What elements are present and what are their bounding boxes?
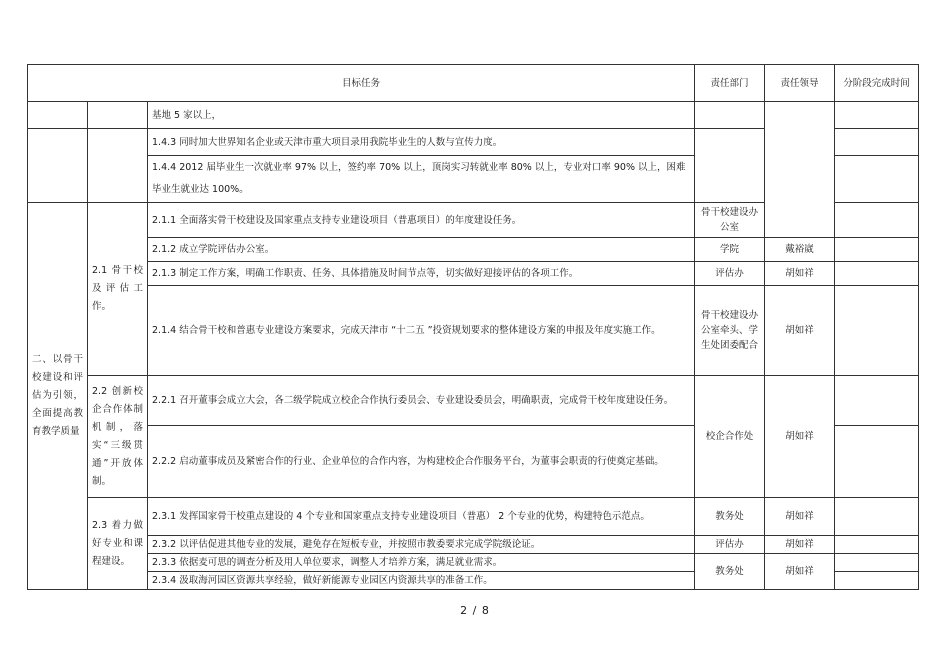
table-row	[28, 536, 919, 554]
dept-cell: 骨干校建设办公室	[695, 203, 765, 238]
dept-cell: 学院	[695, 238, 765, 262]
dept-cell: 教务处	[695, 498, 765, 536]
dept-cell: 评估办	[695, 262, 765, 286]
time-cell	[835, 286, 919, 376]
table-row	[28, 262, 919, 286]
task-cell: 2.3.2 以评估促进其他专业的发展，避免存在短板专业，并按照市教委要求完成学院级论证。	[148, 536, 695, 554]
leader-cell: 胡如祥	[765, 498, 835, 536]
time-cell	[835, 376, 919, 426]
leader-cell: 胡如祥	[765, 554, 835, 590]
time-cell	[835, 572, 919, 590]
task-cell: 2.3.3 依据麦可思的调查分析及用人单位要求，调整人才培养方案，满足就业需求。	[148, 554, 695, 572]
task-cell: 2.2.2 启动董事成员及紧密合作的行业、企业单位的合作内容，为构建校企合作服务平台，为董事会职责的行使奠定基础。	[148, 426, 695, 498]
task-cell: 2.1.1 全面落实骨干校建设及国家重点支持专业建设项目（普惠项目）的年度建设任务。	[148, 203, 695, 238]
time-cell	[835, 498, 919, 536]
subsection-2-3-cell: 2.3 着力做好专业和课程建设。	[88, 498, 148, 590]
table-row	[28, 554, 919, 572]
leader-cell: 胡如祥	[765, 376, 835, 498]
time-cell	[835, 536, 919, 554]
header-leader: 责任领导	[765, 65, 835, 102]
task-cell: 2.3.1 发挥国家骨干校重点建设的 4 个专业和国家重点支持专业建设项目（普惠） 2 个专业的优势，构建特色示范点。	[148, 498, 695, 536]
leader-cell: 胡如祥	[765, 286, 835, 376]
table-row	[28, 376, 919, 426]
table-row	[28, 498, 919, 536]
time-cell	[835, 156, 919, 203]
leader-cell	[765, 102, 835, 238]
table-row	[28, 102, 919, 129]
time-cell	[835, 262, 919, 286]
time-cell	[835, 238, 919, 262]
time-cell	[835, 102, 919, 129]
task-cell: 2.1.3 制定工作方案，明确工作职责、任务、具体措施及时间节点等，切实做好迎接评估的各项工作。	[148, 262, 695, 286]
time-cell	[835, 129, 919, 156]
subsection-2-1-cell: 2.1 骨干校及评估工作。	[88, 203, 148, 376]
section-2-cell: 二、以骨干校建设和评估为引领，全面提高教育教学质量	[28, 203, 88, 590]
dept-cell: 校企合作处	[695, 376, 765, 498]
leader-cell: 胡如祥	[765, 262, 835, 286]
dept-cell: 评估办	[695, 536, 765, 554]
header-dept: 责任部门	[695, 65, 765, 102]
table-header-row	[28, 65, 919, 102]
leader-cell: 胡如祥	[765, 536, 835, 554]
table-row	[28, 238, 919, 262]
header-task: 目标任务	[28, 65, 695, 102]
subsection-cell-empty	[88, 129, 148, 203]
dept-cell	[695, 129, 765, 203]
leader-cell: 戴裕崴	[765, 238, 835, 262]
subsection-cell-empty	[88, 102, 148, 129]
task-cell: 基地 5 家以上，	[148, 102, 695, 129]
section-cell-empty	[28, 102, 88, 129]
task-cell: 2.1.2 成立学院评估办公室。	[148, 238, 695, 262]
dept-cell: 骨干校建设办公室牵头、学生处团委配合	[695, 286, 765, 376]
task-cell: 1.4.3 同时加大世界知名企业或天津市重大项目录用我院毕业生的人数与宣传力度。	[148, 129, 695, 156]
section-cell-empty	[28, 129, 88, 203]
table-row	[28, 286, 919, 376]
dept-cell: 教务处	[695, 554, 765, 590]
task-cell: 2.3.4 汲取海河园区资源共享经验，做好新能源专业园区内资源共享的准备工作。	[148, 572, 695, 590]
time-cell	[835, 426, 919, 498]
task-table	[27, 64, 919, 590]
task-cell: 2.1.4 结合骨干校和普惠专业建设方案要求，完成天津市 “十二五 ”投资规划要求的整体建设方案的申报及年度实施工作。	[148, 286, 695, 376]
time-cell	[835, 554, 919, 572]
task-cell: 1.4.4 2012 届毕业生一次就业率 97% 以上，签约率 70% 以上，顶岗实习转就业率 80% 以上，专业对口率 90% 以上，困难毕业生就业达 100%。	[148, 156, 695, 203]
task-cell: 2.2.1 召开董事会成立大会，各二级学院成立校企合作执行委员会、专业建设委员会，明确职责，完成骨干校年度建设任务。	[148, 376, 695, 426]
header-time: 分阶段完成时间	[835, 65, 919, 102]
subsection-2-2-cell: 2.2 创新校企合作体制机制，落实“三级贯通”开放体制。	[88, 376, 148, 498]
dept-cell	[695, 102, 765, 129]
time-cell	[835, 203, 919, 238]
page-number: 2 / 8	[460, 604, 490, 617]
